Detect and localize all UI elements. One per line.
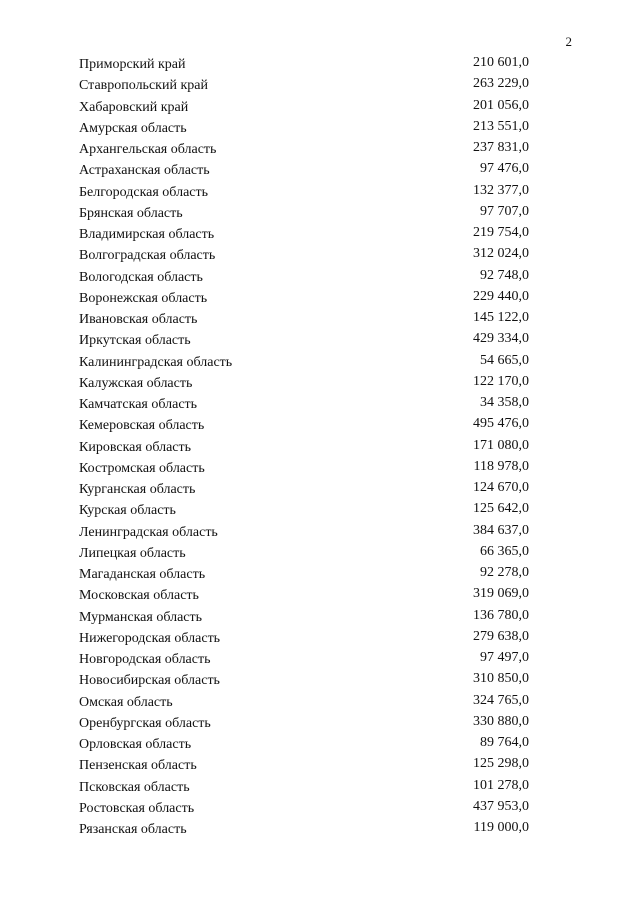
list-item <box>0 480 640 501</box>
region-name: Приморский край <box>79 57 186 72</box>
list-item <box>0 204 640 225</box>
region-amount: 122 170,0 <box>473 373 529 389</box>
region-amount: 136 780,0 <box>473 607 529 623</box>
list-item <box>0 225 640 246</box>
list-item <box>0 523 640 544</box>
list-item <box>0 119 640 140</box>
list-item <box>0 586 640 607</box>
region-amount: 229 440,0 <box>473 288 529 304</box>
region-name: Псковская область <box>79 779 190 795</box>
list-item <box>0 756 640 777</box>
region-name: Липецкая область <box>79 545 186 561</box>
region-name: Камчатская область <box>79 397 198 412</box>
list-item <box>0 183 640 204</box>
region-name: Вологодская область <box>79 269 203 285</box>
region-amount: 34 358,0 <box>480 395 529 410</box>
region-name: Волгоградская область <box>79 248 216 264</box>
region-amount: 97 497,0 <box>480 650 529 665</box>
region-amount: 237 831,0 <box>473 140 529 155</box>
region-name: Магаданская область <box>79 567 206 582</box>
list-item <box>0 268 640 289</box>
region-name: Рязанская область <box>79 822 187 837</box>
region-name: Новосибирская область <box>79 673 220 689</box>
region-amount: 219 754,0 <box>473 225 529 240</box>
region-amount: 201 056,0 <box>473 97 529 113</box>
region-amount: 54 665,0 <box>480 352 529 368</box>
list-item <box>0 374 640 395</box>
list-item <box>0 565 640 586</box>
list-item <box>0 246 640 267</box>
list-item <box>0 98 640 119</box>
region-amount: 171 080,0 <box>473 437 529 453</box>
region-amount: 210 601,0 <box>473 55 529 70</box>
region-amount: 319 069,0 <box>473 586 529 602</box>
list-item <box>0 416 640 437</box>
list-item <box>0 438 640 459</box>
list-item <box>0 629 640 650</box>
list-item <box>0 650 640 671</box>
region-name: Костромская область <box>79 460 205 476</box>
region-name: Ивановская область <box>79 312 198 327</box>
list-item <box>0 544 640 565</box>
region-amount: 145 122,0 <box>473 310 529 325</box>
region-name: Московская область <box>79 588 199 604</box>
region-amount: 330 880,0 <box>473 713 529 729</box>
region-name: Амурская область <box>79 120 187 136</box>
list-item <box>0 161 640 182</box>
region-amount: 92 278,0 <box>480 565 529 580</box>
region-name: Калининградская область <box>79 354 233 370</box>
region-name: Владимирская область <box>79 227 215 242</box>
region-name: Пензенская область <box>79 758 197 774</box>
list-item <box>0 608 640 629</box>
region-amount: 89 764,0 <box>480 735 529 750</box>
list-item <box>0 310 640 331</box>
region-amount: 429 334,0 <box>473 331 529 347</box>
region-amount: 324 765,0 <box>473 692 529 708</box>
region-name: Омская область <box>79 694 173 710</box>
region-name: Архангельская область <box>79 142 217 157</box>
region-name: Брянская область <box>79 205 183 221</box>
region-name: Ростовская область <box>79 800 195 816</box>
region-amount: 92 748,0 <box>480 267 529 283</box>
region-amount: 310 850,0 <box>473 671 529 687</box>
region-amount: 124 670,0 <box>473 480 529 495</box>
region-list <box>0 55 640 841</box>
region-name: Воронежская область <box>79 290 208 306</box>
region-name: Ставропольский край <box>79 78 208 94</box>
list-item <box>0 693 640 714</box>
list-item <box>0 331 640 352</box>
list-item <box>0 76 640 97</box>
list-item <box>0 501 640 522</box>
list-item <box>0 395 640 416</box>
region-amount: 312 024,0 <box>473 246 529 262</box>
list-item <box>0 671 640 692</box>
region-amount: 118 978,0 <box>473 458 529 474</box>
region-amount: 125 298,0 <box>473 756 529 772</box>
page-number: 2 <box>565 34 572 49</box>
region-name: Кемеровская область <box>79 418 205 434</box>
region-amount: 132 377,0 <box>473 182 529 198</box>
region-amount: 263 229,0 <box>473 76 529 92</box>
region-amount: 66 365,0 <box>480 543 529 559</box>
list-item <box>0 735 640 756</box>
list-item <box>0 55 640 76</box>
list-item <box>0 459 640 480</box>
region-amount: 213 551,0 <box>473 118 529 134</box>
region-amount: 101 278,0 <box>473 777 529 793</box>
list-item <box>0 799 640 820</box>
region-name: Кировская область <box>79 439 192 455</box>
region-amount: 437 953,0 <box>473 798 529 814</box>
region-name: Нижегородская область <box>79 630 221 646</box>
list-item <box>0 289 640 310</box>
region-amount: 97 707,0 <box>480 203 529 219</box>
list-item <box>0 778 640 799</box>
region-name: Астраханская область <box>79 163 210 179</box>
region-name: Калужская область <box>79 375 193 391</box>
region-name: Ленинградская область <box>79 524 218 540</box>
region-amount: 495 476,0 <box>473 416 529 432</box>
list-item <box>0 820 640 841</box>
region-amount: 125 642,0 <box>473 501 529 517</box>
region-name: Курганская область <box>79 482 196 497</box>
region-name: Белгородская область <box>79 184 209 200</box>
region-amount: 119 000,0 <box>473 820 529 835</box>
region-name: Орловская область <box>79 737 192 752</box>
list-item <box>0 140 640 161</box>
list-item <box>0 353 640 374</box>
region-name: Иркутская область <box>79 333 191 349</box>
region-name: Мурманская область <box>79 609 203 625</box>
region-amount: 384 637,0 <box>473 522 529 538</box>
region-name: Курская область <box>79 503 176 519</box>
list-item <box>0 714 640 735</box>
region-name: Новгородская область <box>79 652 211 667</box>
region-amount: 279 638,0 <box>473 628 529 644</box>
region-name: Оренбургская область <box>79 715 211 731</box>
region-name: Хабаровский край <box>79 99 189 115</box>
region-amount: 97 476,0 <box>480 161 529 177</box>
